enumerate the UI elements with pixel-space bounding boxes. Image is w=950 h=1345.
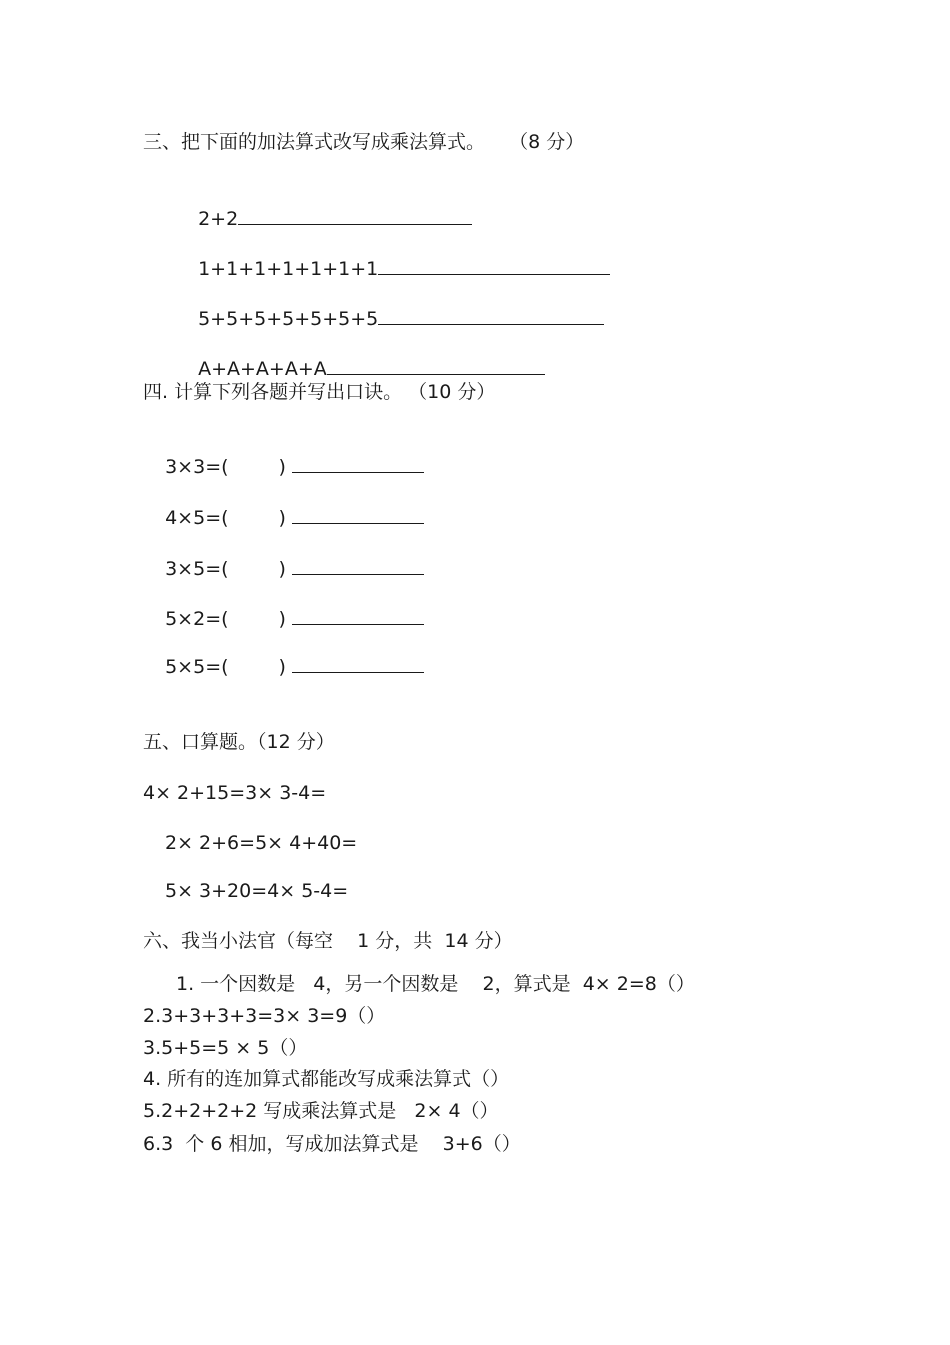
close-paren: ) (278, 656, 286, 678)
section-5-title: 五、口算题。（12 分） (143, 731, 335, 753)
close-paren: ) (278, 507, 286, 529)
close-paren: ) (278, 608, 286, 630)
judge-item: 4. 所有的连加算式都能改写成乘法算式（） (143, 1068, 510, 1090)
answer-blank[interactable] (238, 206, 472, 225)
rhyme-blank[interactable] (292, 505, 424, 524)
mental-math-line: 2× 2+6=5× 4+40= (165, 832, 358, 854)
section-3-item (186, 182, 472, 231)
expression: 5+5+5+5+5+5+5 (198, 308, 379, 330)
section-3-item (186, 232, 610, 281)
mental-math-line: 5× 3+20=4× 5-4= (165, 880, 349, 902)
close-paren: ) (278, 456, 286, 478)
answer-blank[interactable] (378, 256, 610, 275)
expression: 5×2=( (165, 608, 229, 630)
rhyme-blank[interactable] (292, 654, 424, 673)
judge-item: 2.3+3+3+3=3× 3=9（） (143, 1005, 386, 1027)
judge-item: 3.5+5=5 × 5（） (143, 1037, 308, 1059)
section-3-title: 三、把下面的加法算式改写成乘法算式。 （8 分） (143, 131, 585, 153)
expression: 3×3=( (165, 456, 229, 478)
section-4-item (153, 532, 424, 581)
judge-item: 1. 一个因数是 4，另一个因数是 2，算式是 4× 2=8（） (176, 973, 695, 995)
expression: 5×5=( (165, 656, 229, 678)
section-3-item (186, 282, 604, 331)
expression: A+A+A+A+A (198, 358, 327, 380)
section-4-item (153, 481, 424, 530)
section-4-item (153, 582, 424, 631)
section-4-item (153, 430, 424, 479)
judge-item: 5.2+2+2+2 写成乘法算式是 2× 4（） (143, 1100, 499, 1122)
judge-item: 6.3 个 6 相加，写成加法算式是 3+6（） (143, 1133, 521, 1155)
expression: 4×5=( (165, 507, 229, 529)
expression: 3×5=( (165, 558, 229, 580)
close-paren: ) (278, 558, 286, 580)
section-4-title: 四. 计算下列各题并写出口诀。 （10 分） (143, 381, 496, 403)
answer-blank[interactable] (378, 306, 604, 325)
answer-blank[interactable] (327, 356, 545, 375)
rhyme-blank[interactable] (292, 556, 424, 575)
rhyme-blank[interactable] (292, 606, 424, 625)
expression: 1+1+1+1+1+1+1 (198, 258, 379, 280)
section-3-item (186, 332, 545, 381)
mental-math-line: 4× 2+15=3× 3-4= (143, 782, 327, 804)
section-6-title: 六、我当小法官（每空 1 分，共 14 分） (143, 930, 513, 952)
rhyme-blank[interactable] (292, 454, 424, 473)
expression: 2+2 (198, 208, 239, 230)
section-4-item (153, 630, 424, 679)
